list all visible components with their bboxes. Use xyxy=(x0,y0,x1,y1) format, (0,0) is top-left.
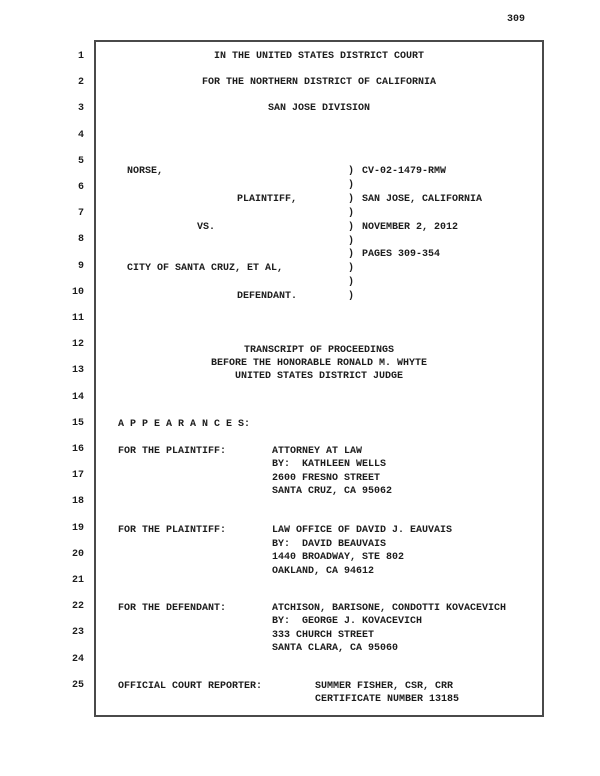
hearing-location: SAN JOSE, CALIFORNIA xyxy=(362,194,483,205)
appearances-heading: A P P E A R A N C E S: xyxy=(118,419,251,430)
page-range: PAGES 309-354 xyxy=(362,249,441,260)
hearing-date: NOVEMBER 2, 2012 xyxy=(362,222,459,233)
appearance-line: LAW OFFICE OF DAVID J. EAUVAIS xyxy=(272,525,453,536)
caption-paren: ) xyxy=(348,263,355,274)
line-number: 9 xyxy=(77,261,84,272)
line-number: 11 xyxy=(71,313,84,324)
defendant-role-label: DEFENDANT. xyxy=(237,291,298,302)
transcript-title: TRANSCRIPT OF PROCEEDINGS xyxy=(243,345,395,356)
judge-name-line: BEFORE THE HONORABLE RONALD M. WHYTE xyxy=(210,358,428,369)
plaintiff-role-label: PLAINTIFF, xyxy=(237,194,298,205)
line-number: 20 xyxy=(71,549,84,560)
appearance-line: ATTORNEY AT LAW xyxy=(272,446,363,457)
caption-paren: ) xyxy=(348,277,355,288)
district-line: FOR THE NORTHERN DISTRICT OF CALIFORNIA xyxy=(201,77,437,88)
line-number: 3 xyxy=(77,103,84,114)
line-number: 14 xyxy=(71,392,84,403)
judge-title-line: UNITED STATES DISTRICT JUDGE xyxy=(234,371,404,382)
appearance-line: ATCHISON, BARISONE, CONDOTTI KOVACEVICH xyxy=(272,603,507,614)
caption-paren: ) xyxy=(348,166,355,177)
line-number: 8 xyxy=(77,234,84,245)
caption-paren: ) xyxy=(348,222,355,233)
line-number: 21 xyxy=(71,575,84,586)
caption-paren: ) xyxy=(348,194,355,205)
versus-label: VS. xyxy=(197,222,216,233)
case-number: CV-02-1479-RMW xyxy=(362,166,447,177)
caption-paren: ) xyxy=(348,291,355,302)
line-number: 10 xyxy=(71,287,84,298)
line-number: 25 xyxy=(71,680,84,691)
line-number: 5 xyxy=(77,156,84,167)
court-name-line: IN THE UNITED STATES DISTRICT COURT xyxy=(213,51,425,62)
line-number: 24 xyxy=(71,654,84,665)
appearance-line: OAKLAND, CA 94612 xyxy=(272,566,375,577)
plaintiff-name: NORSE, xyxy=(127,166,164,177)
line-number: 23 xyxy=(71,627,84,638)
line-number: 22 xyxy=(71,601,84,612)
appearance-label: FOR THE PLAINTIFF: xyxy=(118,525,227,536)
appearance-label: FOR THE PLAINTIFF: xyxy=(118,446,227,457)
appearance-line: SANTA CLARA, CA 95060 xyxy=(272,643,399,654)
appearance-line: 2600 FRESNO STREET xyxy=(272,473,381,484)
line-number: 1 xyxy=(77,51,84,62)
appearance-label: FOR THE DEFENDANT: xyxy=(118,603,227,614)
line-number: 18 xyxy=(71,496,84,507)
line-number: 19 xyxy=(71,523,84,534)
appearance-line: BY: GEORGE J. KOVACEVICH xyxy=(272,616,423,627)
appearance-line: SANTA CRUZ, CA 95062 xyxy=(272,486,393,497)
line-number: 13 xyxy=(71,365,84,376)
appearance-line: BY: DAVID BEAUVAIS xyxy=(272,539,387,550)
line-number: 7 xyxy=(77,208,84,219)
defendant-name: CITY OF SANTA CRUZ, ET AL, xyxy=(127,263,284,274)
page-number: 309 xyxy=(506,14,525,25)
appearance-line: BY: KATHLEEN WELLS xyxy=(272,459,387,470)
line-number: 16 xyxy=(71,444,84,455)
line-number: 2 xyxy=(77,77,84,88)
reporter-line: SUMMER FISHER, CSR, CRR xyxy=(315,681,454,692)
caption-paren: ) xyxy=(348,249,355,260)
reporter-label: OFFICIAL COURT REPORTER: xyxy=(118,681,263,692)
line-number: 6 xyxy=(77,182,84,193)
caption-paren: ) xyxy=(348,208,355,219)
appearance-line: 333 CHURCH STREET xyxy=(272,630,375,641)
division-line: SAN JOSE DIVISION xyxy=(267,103,371,114)
caption-paren: ) xyxy=(348,180,355,191)
caption-paren: ) xyxy=(348,236,355,247)
line-number: 15 xyxy=(71,418,84,429)
line-number: 12 xyxy=(71,339,84,350)
line-number: 4 xyxy=(77,130,84,141)
line-number: 17 xyxy=(71,470,84,481)
appearance-line: 1440 BROADWAY, STE 802 xyxy=(272,552,405,563)
reporter-line: CERTIFICATE NUMBER 13185 xyxy=(315,694,460,705)
